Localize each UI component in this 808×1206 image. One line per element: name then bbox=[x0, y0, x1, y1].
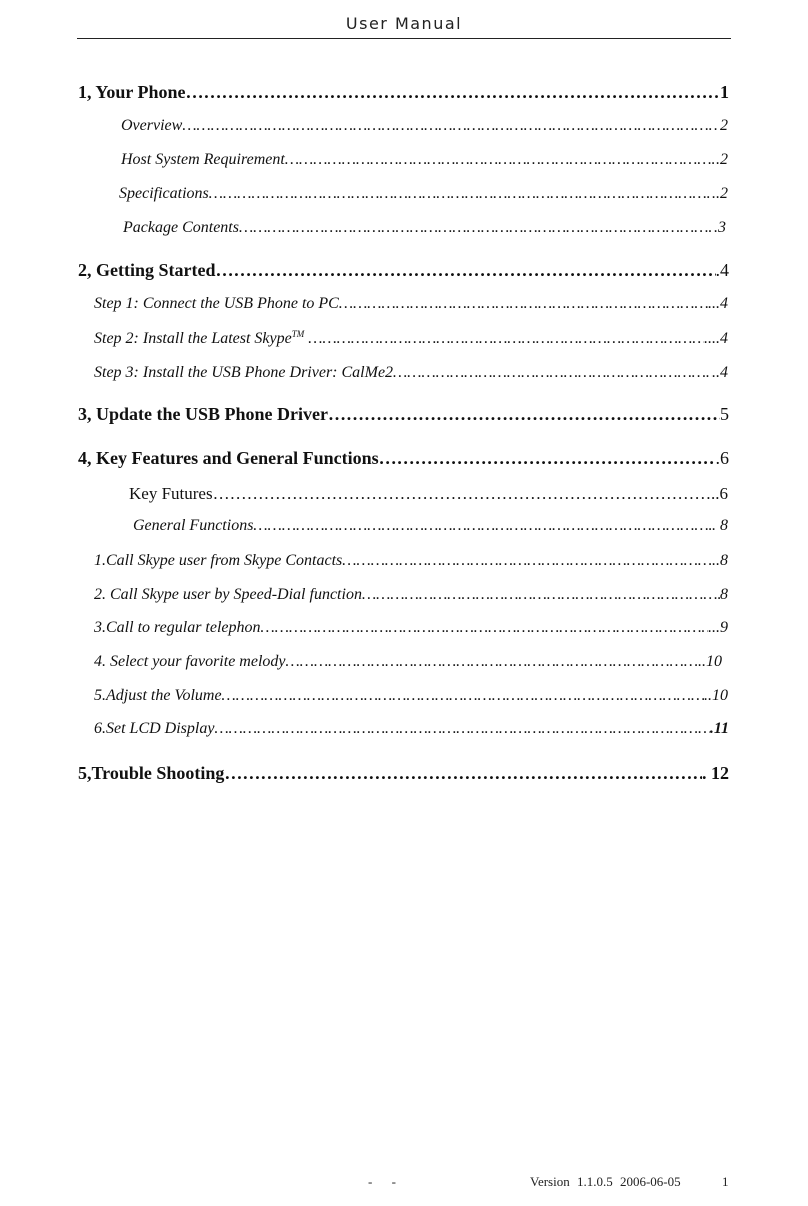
toc-entry-page: 2 bbox=[720, 117, 728, 134]
toc-leader bbox=[215, 260, 715, 281]
toc-entry-page: .11 bbox=[709, 720, 729, 737]
toc-leader bbox=[339, 295, 708, 313]
toc-entry-package-contents[interactable] bbox=[123, 219, 726, 237]
toc-entry-page: ..4 bbox=[712, 364, 728, 381]
footer-version: Version 1.1.0.5 2006-06-05 bbox=[530, 1174, 681, 1189]
toc-entry-page: ...9 bbox=[708, 619, 728, 636]
toc-entry-title: 2. Call Skype user by Speed-Dial function bbox=[94, 586, 362, 603]
toc-entry-key-features[interactable] bbox=[78, 448, 729, 469]
toc-entry-title: Step 3: Install the USB Phone Driver: CalMe2 bbox=[94, 364, 394, 381]
toc-entry-favorite-melody[interactable] bbox=[94, 653, 722, 671]
toc-leader bbox=[308, 330, 704, 348]
toc-entry-title bbox=[94, 329, 308, 348]
toc-entry-title: 5.Adjust the Volume bbox=[94, 687, 222, 704]
trademark-superscript: TM bbox=[291, 329, 305, 339]
toc-entry-title: 3.Call to regular telephon bbox=[94, 619, 261, 636]
toc-leader bbox=[285, 151, 716, 169]
toc-leader bbox=[222, 687, 704, 705]
toc-entry-call-from-contacts[interactable] bbox=[94, 552, 728, 570]
toc-entry-title: 5,Trouble Shooting bbox=[78, 763, 225, 783]
toc-entry-adjust-volume[interactable] bbox=[94, 687, 728, 705]
page-footer bbox=[0, 1174, 808, 1194]
toc-entry-page: ....4 bbox=[704, 330, 728, 347]
toc-leader bbox=[224, 763, 702, 784]
toc-entry-step-1[interactable] bbox=[94, 295, 728, 313]
toc-leader bbox=[182, 117, 720, 135]
toc-entry-title: Host System Requirement bbox=[121, 151, 285, 168]
toc-entry-specifications[interactable] bbox=[119, 185, 728, 203]
toc-entry-title-text: Step 2: Install the Latest Skype bbox=[94, 330, 292, 347]
toc-entry-page: . 8 bbox=[712, 517, 728, 534]
toc-entry-overview[interactable] bbox=[121, 117, 728, 135]
toc-entry-page: ...4 bbox=[708, 295, 728, 312]
toc-entry-title: 4. Select your favorite melody bbox=[94, 653, 286, 670]
toc-entry-title: 1.Call Skype user from Skype Contacts bbox=[94, 552, 343, 569]
footer-dashes: - - bbox=[368, 1174, 404, 1189]
page-header-title: User Manual bbox=[345, 14, 463, 33]
toc-entry-page: .3 bbox=[714, 219, 726, 236]
toc-leader bbox=[253, 517, 712, 535]
toc-entry-page: .2 bbox=[716, 151, 728, 168]
toc-leader bbox=[393, 364, 712, 382]
toc-entry-title: General Functions bbox=[133, 517, 254, 534]
toc-entry-lcd-display[interactable] bbox=[94, 720, 729, 738]
toc-leader bbox=[239, 219, 714, 237]
toc-leader bbox=[209, 185, 716, 203]
toc-entry-page: .10 bbox=[702, 653, 722, 670]
toc-entry-step-3[interactable] bbox=[94, 364, 728, 382]
toc-leader bbox=[261, 619, 708, 637]
toc-entry-trouble-shooting[interactable] bbox=[78, 763, 729, 784]
toc-entry-speed-dial[interactable] bbox=[94, 586, 728, 604]
toc-entry-page: 5 bbox=[720, 404, 729, 424]
toc-leader bbox=[379, 448, 716, 469]
toc-entry-page: ..6 bbox=[711, 484, 728, 503]
toc-leader bbox=[362, 586, 720, 604]
toc-entry-your-phone[interactable] bbox=[78, 82, 729, 103]
toc-entry-getting-started[interactable] bbox=[78, 260, 729, 281]
toc-entry-title: 3, Update the USB Phone Driver bbox=[78, 404, 328, 424]
toc-leader bbox=[186, 82, 720, 103]
toc-entry-key-futures[interactable] bbox=[129, 484, 728, 504]
toc-entry-page: ..8 bbox=[712, 552, 728, 569]
toc-entry-title: Overview bbox=[121, 117, 183, 134]
toc-entry-page: ..10 bbox=[704, 687, 728, 704]
toc-leader bbox=[214, 720, 709, 738]
toc-entry-title: 2, Getting Started bbox=[78, 260, 216, 280]
toc-entry-title: Package Contents bbox=[123, 219, 239, 236]
toc-entry-title: Key Futures bbox=[129, 484, 213, 503]
toc-entry-page: 1 bbox=[720, 82, 729, 102]
toc-entry-title: 1, Your Phone bbox=[78, 82, 186, 102]
toc-entry-step-2[interactable] bbox=[94, 329, 728, 348]
toc-leader bbox=[342, 552, 712, 570]
toc-leader bbox=[213, 484, 711, 504]
toc-entry-title: Specifications bbox=[119, 185, 209, 202]
toc-entry-title: 6.Set LCD Display bbox=[94, 720, 215, 737]
toc-entry-update-driver[interactable] bbox=[78, 404, 729, 425]
toc-entry-page: .6 bbox=[715, 448, 729, 468]
toc-entry-general-functions[interactable] bbox=[133, 517, 728, 535]
toc-entry-page: 8 bbox=[720, 586, 728, 603]
toc-leader bbox=[286, 653, 703, 671]
toc-entry-page: .4 bbox=[715, 260, 729, 280]
toc-entry-page: . 12 bbox=[702, 763, 729, 783]
toc-entry-title: Step 1: Connect the USB Phone to PC bbox=[94, 295, 339, 312]
toc-entry-regular-telephone[interactable] bbox=[94, 619, 728, 637]
toc-entry-title: 4, Key Features and General Functions bbox=[78, 448, 379, 468]
footer-page-number: 1 bbox=[722, 1174, 729, 1189]
toc-entry-host-system-requirement[interactable] bbox=[121, 151, 728, 169]
toc-entry-page: .2 bbox=[716, 185, 728, 202]
toc-leader bbox=[328, 404, 720, 425]
